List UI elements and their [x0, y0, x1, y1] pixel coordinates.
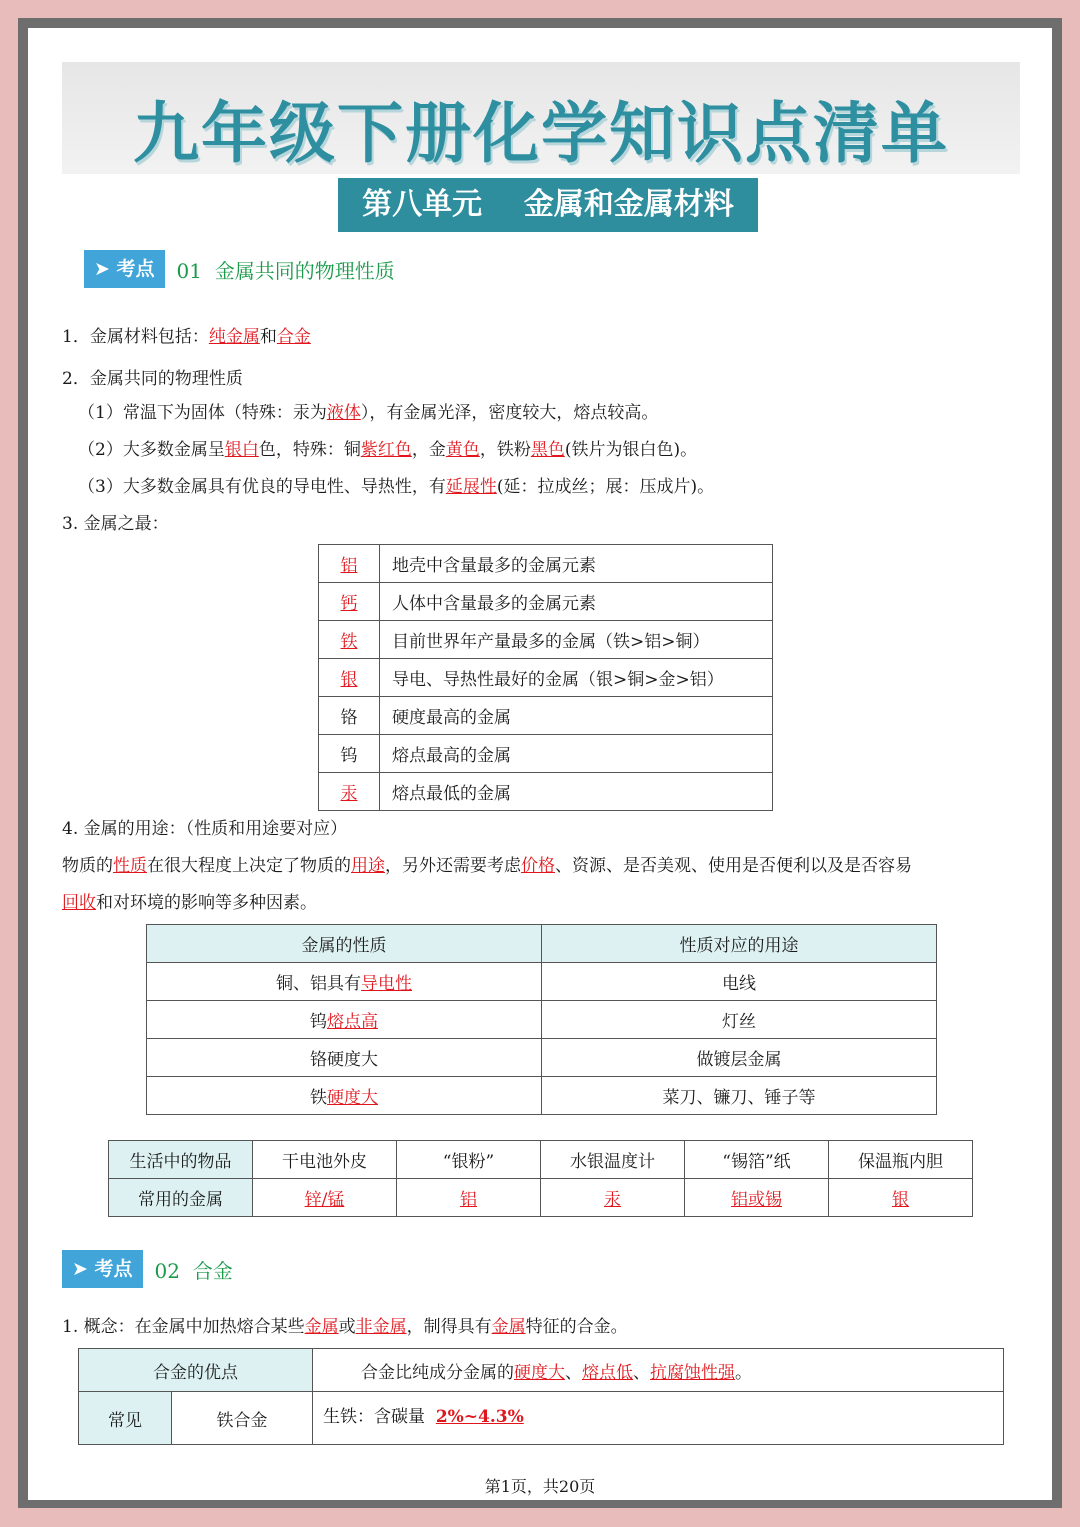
- page-footer: 第1页，共20页: [484, 1477, 596, 1496]
- metal-name: 铝: [319, 545, 380, 583]
- point-4-text-2: 回收和对环境的影响等多种因素。: [62, 893, 317, 913]
- metal-name: 汞: [319, 773, 380, 811]
- item-cell: 水银温度计: [541, 1141, 685, 1179]
- point-4-text-1: 物质的性质在很大程度上决定了物质的用途，另外还需要考虑价格、资源、是否美观、使用是否便利以及是否容易: [62, 856, 912, 876]
- document-page: [28, 28, 1052, 1500]
- metal-cell: 锌/锰: [253, 1179, 397, 1217]
- title-banner: [62, 62, 1020, 174]
- item-cell: “锡箔”纸: [685, 1141, 829, 1179]
- property-use-table: [146, 924, 937, 1115]
- alloy-table: [78, 1348, 1004, 1445]
- property-use-row: [147, 1001, 937, 1039]
- metal-description: 人体中含量最多的金属元素: [380, 583, 773, 621]
- metal-description: 熔点最低的金属: [380, 773, 773, 811]
- metal-description: 目前世界年产量最多的金属（铁>铝>铜）: [380, 621, 773, 659]
- metal-cell: 铝: [397, 1179, 541, 1217]
- unit-heading: 第八单元 金属和金属材料: [338, 178, 758, 232]
- property-cell: 铬硬度大: [147, 1039, 542, 1077]
- metal-description: 地壳中含量最多的金属元素: [380, 545, 773, 583]
- page-title: 九年级下册化学知识点清单: [133, 95, 949, 172]
- metal-cell: 银: [829, 1179, 973, 1217]
- section-title: 01 金属共同的物理性质: [176, 258, 395, 283]
- superlative-row: [319, 621, 773, 659]
- daily-items-table: [108, 1140, 973, 1217]
- use-cell: 灯丝: [542, 1001, 937, 1039]
- header-metals: 常用的金属: [109, 1179, 253, 1217]
- metal-description: 熔点最高的金属: [380, 735, 773, 773]
- concept-line: 1. 概念：在金属中加热熔合某些金属或非金属，制得具有金属特征的合金。: [62, 1317, 628, 1337]
- use-cell: 菜刀、镰刀、锤子等: [542, 1077, 937, 1115]
- item-cell: 干电池外皮: [253, 1141, 397, 1179]
- point-2: 2．金属共同的物理性质: [62, 369, 243, 389]
- section-01-header: [84, 250, 395, 288]
- metal-name: 铁: [319, 621, 380, 659]
- property-use-row: [147, 963, 937, 1001]
- superlative-row: [319, 773, 773, 811]
- alloy-advantage-text: 合金比纯成分金属的硬度大、熔点低、抗腐蚀性强。: [313, 1349, 1004, 1392]
- metal-name: 银: [319, 659, 380, 697]
- superlative-row: [319, 697, 773, 735]
- superlative-row: [319, 545, 773, 583]
- section-02-header: [62, 1250, 233, 1288]
- common-label: 常见: [79, 1392, 172, 1445]
- alloy-advantage-header: 合金的优点: [79, 1349, 313, 1392]
- section-tag: ➤ 考点: [62, 1250, 143, 1288]
- use-cell: 电线: [542, 963, 937, 1001]
- section-title: 02 合金: [154, 1258, 233, 1283]
- property-cell: 铁硬度大: [147, 1077, 542, 1115]
- pig-iron-carbon: 生铁：含碳量 2%~4.3%: [313, 1392, 1004, 1445]
- point-2-3: （3）大多数金属具有优良的导电性、导热性，有延展性(延：拉成丝；展：压成片)。: [78, 477, 715, 497]
- metal-cell: 汞: [541, 1179, 685, 1217]
- iron-alloy-label: 铁合金: [172, 1392, 313, 1445]
- property-cell: 铜、铝具有导电性: [147, 963, 542, 1001]
- property-use-row: [147, 1077, 937, 1115]
- point-2-1: （1）常温下为固体（特殊：汞为液体），有金属光泽，密度较大，熔点较高。: [78, 403, 659, 423]
- header-property: 金属的性质: [147, 925, 542, 963]
- property-use-row: [147, 1039, 937, 1077]
- metal-name: 钨: [319, 735, 380, 773]
- point-2-2: （2）大多数金属呈银白色，特殊：铜紫红色，金黄色，铁粉黑色(铁片为银白色)。: [78, 440, 698, 460]
- metal-name: 铬: [319, 697, 380, 735]
- metal-description: 硬度最高的金属: [380, 697, 773, 735]
- point-3: 3. 金属之最：: [62, 514, 169, 534]
- metal-name: 钙: [319, 583, 380, 621]
- item-cell: 保温瓶内胆: [829, 1141, 973, 1179]
- superlative-row: [319, 659, 773, 697]
- header-use: 性质对应的用途: [542, 925, 937, 963]
- point-4: 4. 金属的用途：（性质和用途要对应）: [62, 819, 348, 839]
- section-tag: ➤ 考点: [84, 250, 165, 288]
- superlative-row: [319, 583, 773, 621]
- superlative-row: [319, 735, 773, 773]
- metal-description: 导电、导热性最好的金属（银>铜>金>铝）: [380, 659, 773, 697]
- metal-superlatives-table: [318, 544, 773, 811]
- item-cell: “银粉”: [397, 1141, 541, 1179]
- point-1: 1．金属材料包括：纯金属和合金: [62, 327, 311, 347]
- use-cell: 做镀层金属: [542, 1039, 937, 1077]
- metal-cell: 铝或锡: [685, 1179, 829, 1217]
- property-cell: 钨熔点高: [147, 1001, 542, 1039]
- header-items: 生活中的物品: [109, 1141, 253, 1179]
